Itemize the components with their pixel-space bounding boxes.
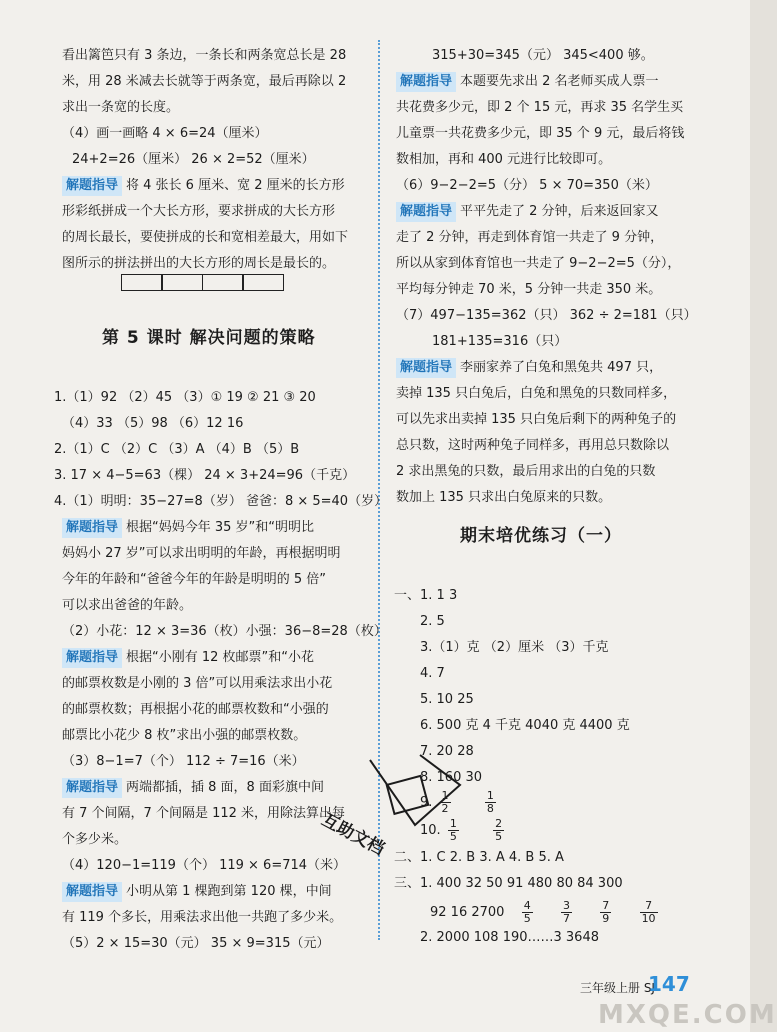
answer-line: 24+2=26（厘米） 26 × 2=52（厘米） [72,152,315,167]
guide-tag: 解题指导 [62,648,122,668]
answer-line: （5）2 × 15=30（元） 35 × 9=315（元） [62,936,330,951]
answer-line: 315+30=345（元） 345<400 够。 [432,48,654,63]
guide-line [62,516,314,540]
text-line: 2 求出黑兔的只数，最后用求出的白兔的只数 [396,464,656,479]
text-line: 可以求出爸爸的年龄。 [62,598,193,613]
guide-line [396,356,662,380]
answer-line: 6. 500 克 4 千克 4040 克 4400 克 [420,718,630,733]
answer-line: （7）497−135=362（只） 362 ÷ 2=181（只） [396,308,697,323]
answer-line: 2.（1）C （2）C （3）A （4）B （5）B [54,442,300,457]
text-line: 走了 2 分钟，再走到体育馆一共走了 9 分钟， [396,230,664,245]
text-line: 米，用 28 米减去长就等于两条宽，最后再除以 2 [62,74,347,89]
guide-line [62,880,332,904]
text-line: 总只数，这时两种兔子同样多，再用总只数除以 [396,438,670,453]
guide-text: 小明从第 1 棵跑到第 120 棵，中间 [126,884,332,899]
guide-text: 本题要先求出 2 名老师买成人票一 [460,74,659,89]
answer-line: （4）120−1=119（个） 119 × 6=714（米） [62,858,347,873]
answer-line: 3.（1）克 （2）厘米 （3）千克 [420,640,609,655]
answer-line: 二、1. C 2. B 3. A 4. B 5. A [394,850,564,865]
text-line: 数加上 135 只求出白兔原来的只数。 [396,490,612,505]
answer-line: 一、1. 1 3 [394,588,458,603]
answer-line: （3）8−1=7（个） 112 ÷ 7=16（米） [62,754,305,769]
text-line: 卖掉 135 只白兔后，白兔和黑兔的只数同样多， [396,386,677,401]
text-line: 看出篱笆只有 3 条边，一条长和两条宽总长是 28 [62,48,347,63]
answer-line: （2）小花：12 × 3=36（枚）小强：36−8=28（枚） [62,624,387,639]
text-line: 的邮票枚数是小刚的 3 倍”可以用乘法求出小花 [62,676,333,691]
guide-text: 李丽家养了白兔和黑兔共 497 只， [460,360,663,375]
text-line: 的邮票枚数；再根据小花的邮票枚数和“小强的 [62,702,329,717]
text-line: 的周长最长，要使拼成的长和宽相差最大，用如下 [62,230,349,245]
figure-box [161,274,203,291]
answer-line: 8. 160 30 [420,770,483,785]
fraction: $\frac{3}{7}$ [563,899,570,925]
item-number: 9. [420,795,433,810]
text-line: 求出一条宽的长度。 [62,100,180,115]
text-line: 可以先求出卖掉 135 只白兔后剩下的两种兔子的 [396,412,677,427]
text-line: 数相加，再和 400 元进行比较即可。 [396,152,612,167]
text-line: 邮票比小花少 8 枚”求出小强的邮票枚数。 [62,728,307,743]
fraction: $\frac{1}{5}$ [449,817,457,843]
answer-line: 4. 7 [420,666,445,681]
text-line: 形彩纸拼成一个大长方形，要求拼成的大长方形 [62,204,336,219]
answer-line [430,900,661,925]
text-line: 平均每分钟走 70 米，5 分钟一共走 350 米。 [396,282,662,297]
answer-line: 2. 2000 108 190……3 3648 [420,930,599,945]
item-number: 10. [420,823,441,838]
fraction: $\frac{1}{8}$ [486,789,494,815]
book-label: 三年级上册 SJ [580,981,655,995]
guide-tag: 解题指导 [62,882,122,902]
fraction: $\frac{1}{2}$ [441,789,449,815]
guide-tag: 解题指导 [396,358,456,378]
answer-values: 92 16 2700 [430,905,505,920]
guide-text: 根据“妈妈今年 35 岁”和“明明比 [126,520,315,535]
answer-line: 3. 17 × 4−5=63（棵） 24 × 3+24=96（千克） [54,468,356,483]
guide-text: 将 4 张长 6 厘米、宽 2 厘米的长方形 [126,178,345,193]
guide-text: 根据“小刚有 12 枚邮票”和“小花 [126,650,315,665]
page-number: 147 [648,972,690,996]
text-line: 共花费多少元，即 2 个 15 元，再求 35 名学生买 [396,100,684,115]
answer-line: 181+135=316（只） [432,334,568,349]
guide-tag: 解题指导 [62,518,122,538]
text-line: 个多少米。 [62,832,128,847]
text-line: 图所示的拼法拼出的大长方形的周长是最长的。 [62,256,336,271]
guide-text: 两端都插，插 8 面，8 面彩旗中间 [126,780,324,795]
section-title: 期末培优练习（一） [460,526,622,546]
answer-line: 4.（1）明明：35−27=8（岁） 爸爸：8 × 5=40（岁） [54,494,388,509]
guide-tag: 解题指导 [62,176,122,196]
fraction: $\frac{7}{9}$ [602,899,610,925]
guide-line [396,200,659,224]
answer-line: 7. 20 28 [420,744,474,759]
guide-line [62,776,324,800]
answer-line: 2. 5 [420,614,445,629]
figure-box [121,274,163,291]
answer-line: （6）9−2−2=5（分） 5 × 70=350（米） [396,178,658,193]
guide-tag: 解题指导 [396,202,456,222]
guide-line [62,174,345,198]
answer-line: 三、1. 400 32 50 91 480 80 84 300 [394,876,623,891]
stamp-text: 互助文档 [318,809,388,860]
answer-line: （4）33 （5）98 （6）12 16 [62,416,244,431]
text-line: 所以从家到体育馆也一共走了 9−2−2=5（分）， [396,256,681,271]
figure-box [202,274,244,291]
guide-line [62,646,314,670]
rectangle-arrangement-figure [122,274,284,291]
guide-line [396,70,659,94]
fraction: $\frac{2}{5}$ [495,817,503,843]
figure-box [242,274,284,291]
guide-tag: 解题指导 [62,778,122,798]
text-line: 有 7 个间隔，7 个间隔是 112 米，用除法算出每 [62,806,346,821]
text-line: 儿童票一共花费多少元，即 35 个 9 元，最后将钱 [396,126,685,141]
section-title: 第 5 课时 解决问题的策略 [102,328,316,348]
answer-line: （4）画一画略 4 × 6=24（厘米） [62,126,268,141]
answer-line: 1.（1）92 （2）45 （3）① 19 ② 21 ③ 20 [54,390,316,405]
guide-text: 平平先走了 2 分钟，后来返回家又 [460,204,659,219]
text-line: 有 119 个多长，用乘法求出他一共跑了多少米。 [62,910,343,925]
guide-tag: 解题指导 [396,72,456,92]
text-line: 妈妈小 27 岁”可以求出明明的年龄，再根据明明 [62,546,341,561]
watermark: MXQE.COM [598,1000,777,1030]
answer-line: 5. 10 25 [420,692,474,707]
fraction: $\frac{7}{10}$ [641,899,656,925]
fraction: $\frac{4}{5}$ [523,899,531,925]
text-line: 今年的年龄和“爸爸今年的年龄是明明的 5 倍” [62,572,327,587]
